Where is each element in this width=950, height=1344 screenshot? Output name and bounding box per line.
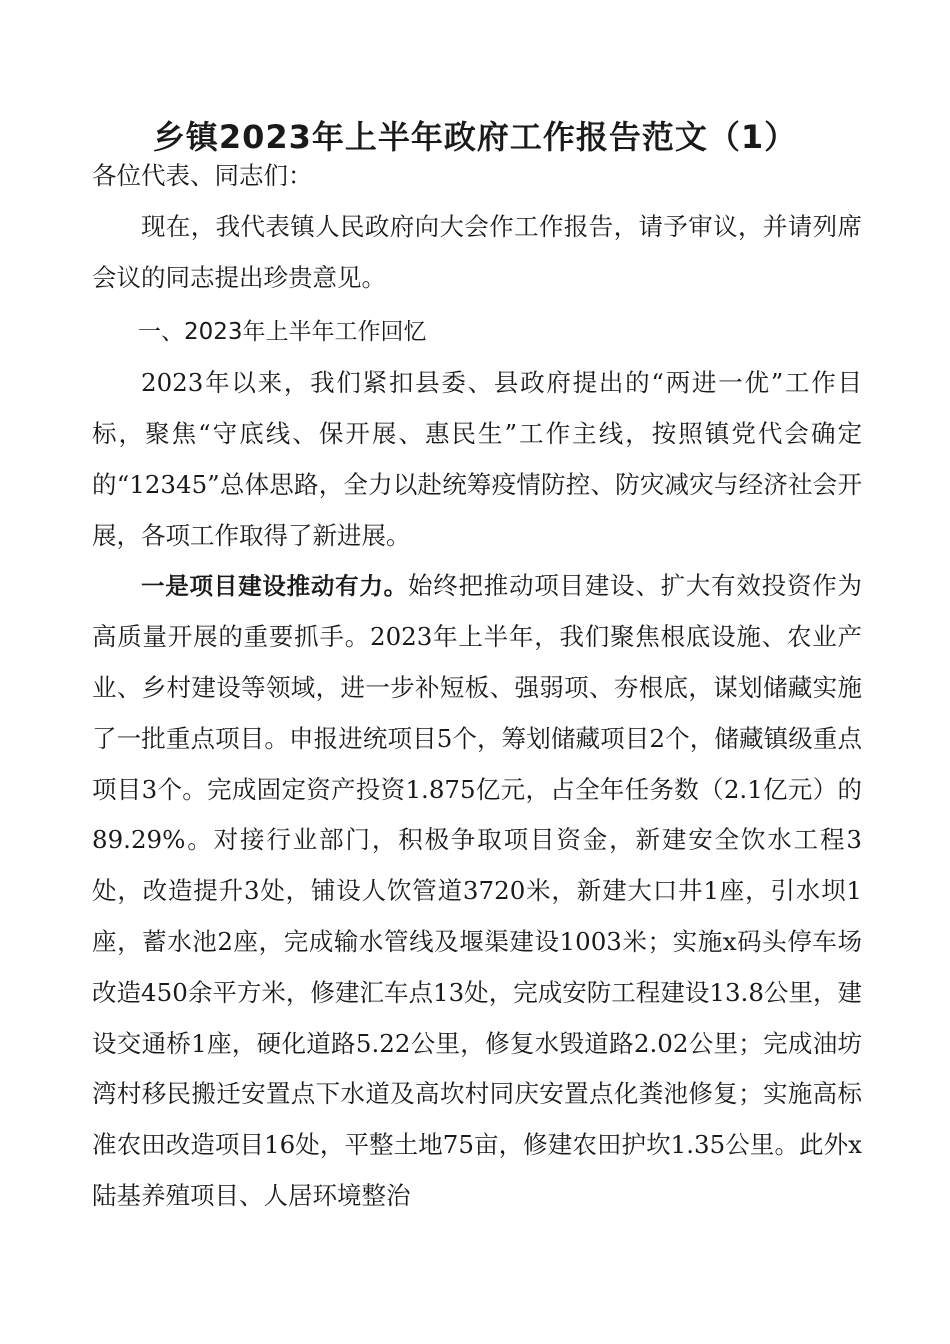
- document-body: [92, 151, 862, 1222]
- point-lead: 一是项目建设推动有力。: [141, 572, 408, 601]
- document-title: 乡镇2023年上半年政府工作报告范文（1）: [152, 118, 798, 156]
- paragraph-project-construction: [92, 561, 862, 1221]
- section-heading: 一、2023年上半年工作回忆: [138, 319, 427, 346]
- paragraph-overview: 2023年以来，我们紧扣县委、县政府提出的“两进一优”工作目标，聚焦“守底线、保开展、惠民生”工作主线，按照镇党代会确定的“12345”总体思路，全力以赴统筹疫情防控、防灾减灾与经济社会开展，各项工作取得了新进展。: [92, 368, 862, 550]
- point-body: 始终把推动项目建设、扩大有效投资作为高质量开展的重要抓手。2023年上半年，我们聚焦根底设施、农业产业、乡村建设等领域，进一步补短板、强弱项、夯根底，谋划储藏实施了一批重点项目。申报进统项目5个，筹划储藏项目2个，储藏镇级重点项目3个。完成固定资产投资1.875亿元，占全年任务数（2.1亿元）的89.29%。对接行业部门，积极争取项目资金，新建安全饮水工程3处，改造提升3处，铺设人饮管道3720米，新建大口井1座，引水坝1座，蓄水池2座，完成输水管线及堰渠建设1003米；实施x码头停车场改造450余平方米，修建汇车点13处，完成安防工程建设13.8公里，建设交通桥1座，硬化道路5.22公里，修复水毁道路2.02公里；完成油坊湾村移民搬迁安置点下水道及高坎村同庆安置点化粪池修复；实施高标准农田改造项目16处，平整土地75亩，修建农田护坎1.35公里。此外x陆基养殖项目、人居环境整治: [92, 571, 863, 1210]
- intro-paragraph: 现在，我代表镇人民政府向大会作工作报告，请予审议，并请列席会议的同志提出珍贵意见。: [92, 211, 862, 292]
- salutation: 各位代表、同志们：: [92, 161, 313, 190]
